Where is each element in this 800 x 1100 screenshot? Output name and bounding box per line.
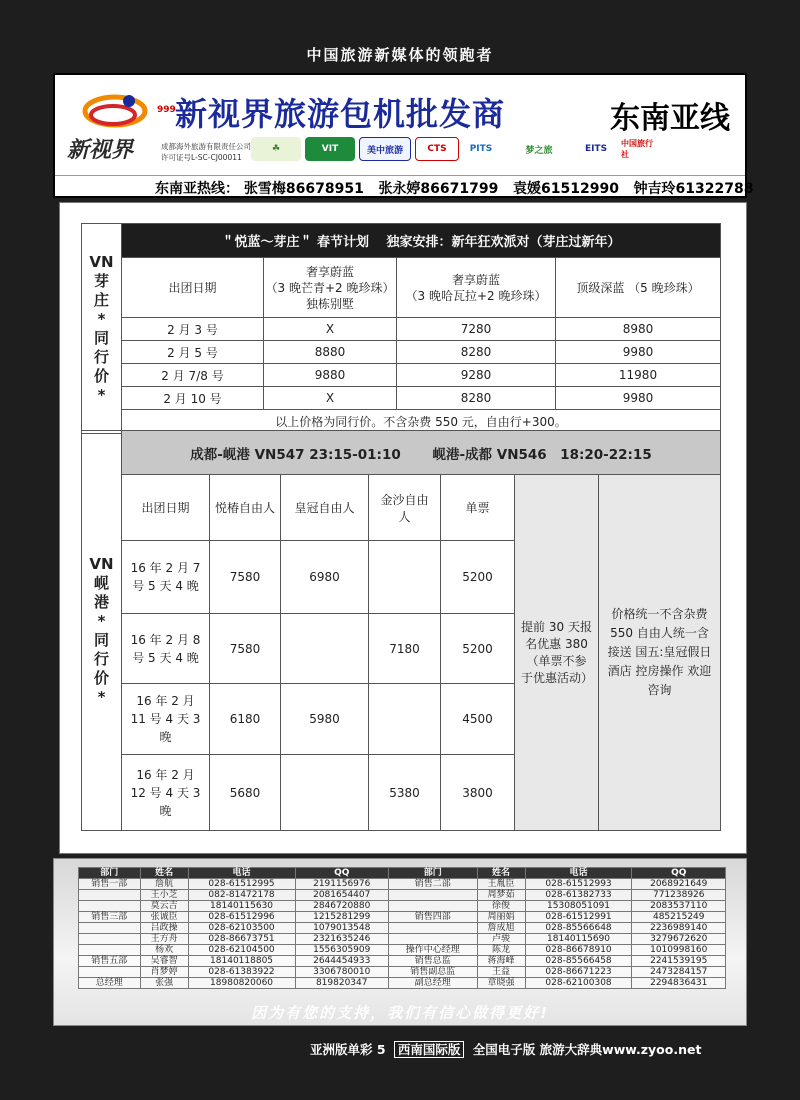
col-package-b-header: 奢享蔚蓝 （3 晚哈瓦拉+2 晚珍珠） bbox=[397, 258, 556, 318]
nhatrang-side-label: VN 芽 庄 * 同 行 价 * bbox=[82, 224, 122, 434]
contact-panel bbox=[53, 858, 747, 1026]
table-row: 王方舟 028-86673751 2321635246 卢骏 18140115690 3279672620 bbox=[79, 934, 726, 945]
col-ticket-header: 单票 bbox=[441, 475, 515, 541]
table-row: 莫云吉 18140115630 2846720880 徐俊 15308051091 2083537110 bbox=[79, 901, 726, 912]
hotline-contact: 张永婷86671799 bbox=[378, 181, 499, 197]
hotline-label: 东南亚热线： bbox=[155, 181, 239, 197]
hotline-contact: 张雪梅86678951 bbox=[243, 181, 364, 197]
table-row: 2 月 10 号 X 8280 9980 bbox=[82, 387, 721, 410]
price-remark: 价格统一不含杂费 550 自由人统一含接送 国五:皇冠假日酒店 控房操作 欢迎咨询 bbox=[599, 475, 721, 831]
flight-schedule: 成都-岘港 VN547 23:15-01:10 岘港-成都 VN546 18:20-22:15 bbox=[122, 431, 721, 475]
table-row: 王小芝 082-81472178 2081654407 周梦茹 028-61382733 771238926 bbox=[79, 890, 726, 901]
table-row: 2 月 7/8 号 9880 9280 11980 bbox=[82, 364, 721, 387]
partner-logo-leaf-icon: ☘ bbox=[251, 137, 301, 161]
logo-text: 新视界 bbox=[67, 137, 134, 163]
hotline-contact: 袁媛61512990 bbox=[513, 181, 619, 197]
promo-note: 提前 30 天报名优惠 380（单票不参于优惠活动） bbox=[515, 475, 599, 831]
table-row: 销售五部 吴睿智 18140118805 2644454933 销售总监 蒋海峰 028-85566458 2241539195 bbox=[79, 956, 726, 967]
table-row: 16 年 2 月 12 号 4 天 3 晚 5680 5380 3800 bbox=[82, 755, 721, 831]
partner-logo: 中国旅行社 bbox=[617, 137, 661, 161]
table-row: 16 年 2 月 11 号 4 天 3 晚 6180 5980 4500 bbox=[82, 684, 721, 755]
brand-title: 新视界旅游包机批发商 bbox=[175, 95, 506, 133]
table-row: 吕政操 028-62103500 1079013548 詹成旭 028-85566648 2236989140 bbox=[79, 923, 726, 934]
hotline-contact: 钟吉玲61322788 bbox=[633, 181, 754, 197]
hotline-bar bbox=[55, 175, 754, 198]
bottom-slogan: 因为有您的支持，我们有信心做得更好! bbox=[251, 1004, 549, 1022]
top-slogan: 中国旅游新媒体的领跑者 bbox=[306, 46, 494, 64]
nhatrang-price-table bbox=[81, 223, 721, 434]
edition-box: 西南国际版 bbox=[394, 1041, 465, 1058]
main-content bbox=[59, 202, 747, 854]
danang-price-table bbox=[81, 430, 721, 831]
header-banner bbox=[53, 73, 754, 198]
col-package-a-header: 奢享蔚蓝 （3 晚芒青+2 晚珍珠） 独栋别墅 bbox=[264, 258, 397, 318]
col-hotel-c-header: 金沙自由人 bbox=[369, 475, 441, 541]
brand-badge: 999 bbox=[157, 105, 176, 115]
company-info bbox=[161, 141, 251, 163]
table-row: 杨欢 028-62104500 1556305909 操作中心经理 陈龙 028-86678910 1010998160 bbox=[79, 945, 726, 956]
partner-logo: 梦之旅 bbox=[503, 137, 575, 161]
partner-logo: 美中旅游 bbox=[359, 137, 411, 161]
table-row: 2 月 5 号 8880 8280 9980 bbox=[82, 341, 721, 364]
nhatrang-title: ＂悦蓝～芽庄＂ 春节计划 独家安排：新年狂欢派对（芽庄过新年） bbox=[122, 224, 721, 258]
table-row: 16 年 2 月 8 号 5 天 4 晚 7580 7180 5200 bbox=[82, 614, 721, 684]
table-row: 销售三部 张诚臣 028-61512996 1215281299 销售四部 周丽娟 028-61512991 485215249 bbox=[79, 912, 726, 923]
nhatrang-note: 以上价格为同行价。不含杂费 550 元，自由行+300。 bbox=[122, 410, 721, 434]
col-date-header: 出团日期 bbox=[122, 475, 210, 541]
partner-logo: PITS bbox=[463, 137, 499, 161]
col-hotel-a-header: 悦椿自由人 bbox=[210, 475, 281, 541]
company-name: 成都海外旅游有限责任公司 bbox=[161, 142, 251, 151]
col-package-c-header: 顶级深蓝 （5 晚珍珠） bbox=[556, 258, 721, 318]
table-row: 16 年 2 月 7 号 5 天 4 晚 7580 6980 5200 bbox=[82, 541, 721, 614]
page-label: 亚洲版单彩 5 bbox=[310, 1042, 386, 1057]
partner-logos bbox=[251, 137, 661, 161]
region-title: 东南亚线 bbox=[610, 101, 730, 136]
table-row: 2 月 3 号 X 7280 8980 bbox=[82, 318, 721, 341]
partner-logo: EITS bbox=[579, 137, 613, 161]
danang-side-label: VN 岘 港 * 同 行 价 * bbox=[82, 431, 122, 831]
license-number: 许可证号L-SC-CJ00011 bbox=[161, 153, 242, 162]
contact-table: 部门 姓名 电话 QQ 部门 姓名 电话 QQ 销售一部 詹航 028-61512995 2191156976 销售二部 王胤臣 028-61512993 2068921649 王小芝 082-81472178 2081654407 周梦茹 028-61382733 771238926 莫云吉 18140115630 2846720880 徐俊 15308051091 2083537110 销售三部 张诚臣 028-61512996 1215281299 销售四部 周丽娟 028-61512991 485215249 吕政操 028-62103500 1079013548 詹成旭 028-85566648 2236989140 王方舟 028-86673751 2321635246 卢骏 18140115690 3279672620 杨欢 028-62104500 1556305909 操作中心经理 陈龙 028-86678910 1010998160 销售五部 吴睿智 18140118805 2644454933 销售总监 蒋海峰 028-85566458 2241539195 肖梦婷 028-61383922 3306780010 销售副总监 王益 028-86671223 2473284157 总经理 张强 18980820060 819820347 副总经理 章晓强 028-62100308 2294836431 bbox=[78, 867, 726, 989]
col-hotel-b-header: 皇冠自由人 bbox=[281, 475, 369, 541]
table-row: 肖梦婷 028-61383922 3306780010 销售副总监 王益 028-86671223 2473284157 bbox=[79, 967, 726, 978]
website-link[interactable]: 全国电子版 旅游大辞典www.zyoo.net bbox=[472, 1042, 702, 1057]
partner-logo: VIT bbox=[305, 137, 355, 161]
footer-bar bbox=[310, 1040, 701, 1058]
partner-logo: CTS bbox=[415, 137, 459, 161]
table-row: 销售一部 詹航 028-61512995 2191156976 销售二部 王胤臣 028-61512993 2068921649 bbox=[79, 879, 726, 890]
table-row: 总经理 张强 18980820060 819820347 副总经理 章晓强 028-62100308 2294836431 bbox=[79, 978, 726, 989]
col-date-header: 出团日期 bbox=[122, 258, 264, 318]
